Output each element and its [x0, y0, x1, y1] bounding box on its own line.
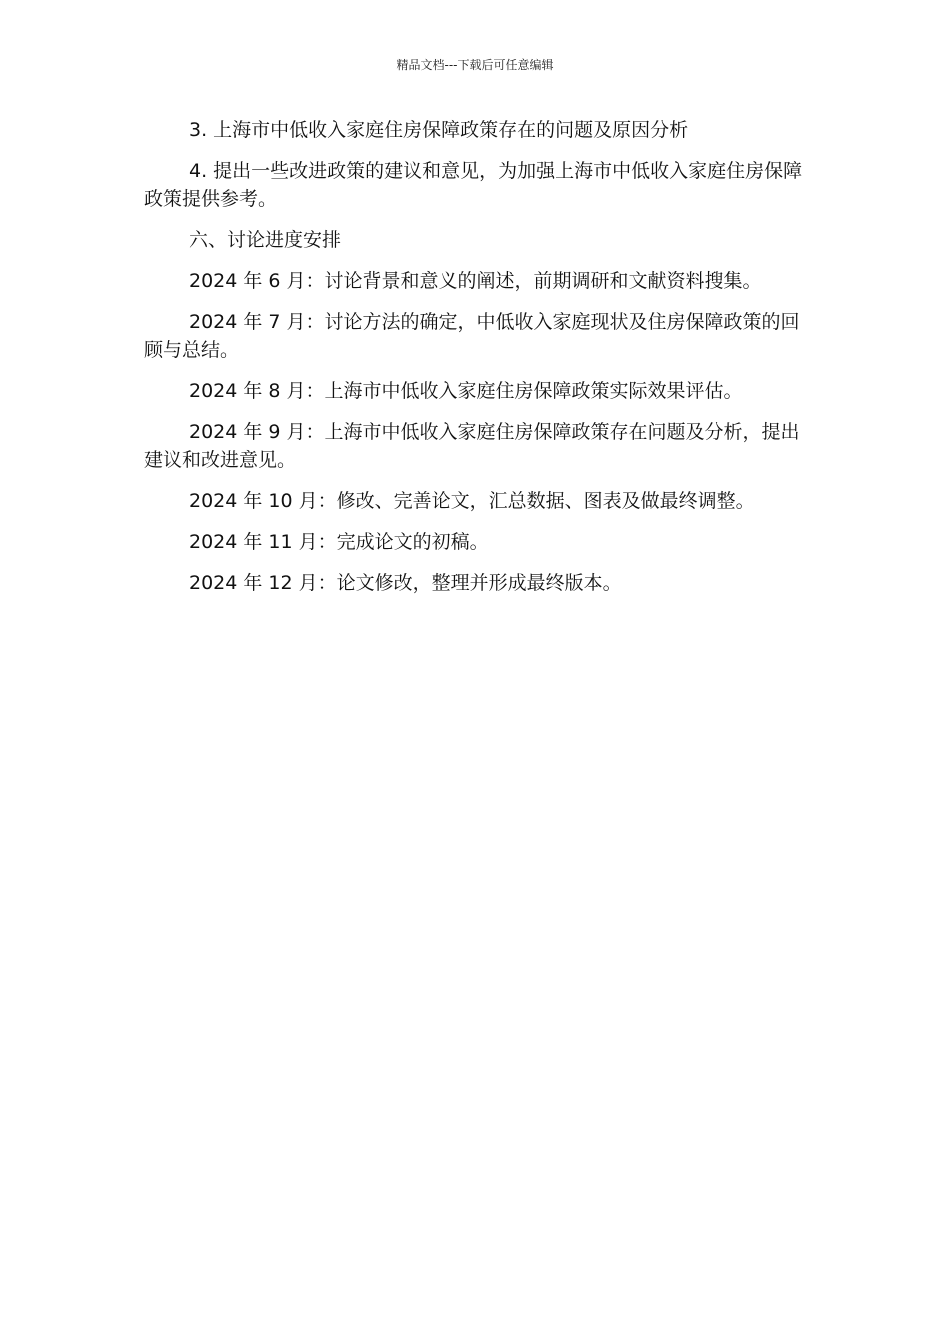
- list-item-suggestions: 4. 提出一些改进政策的建议和意见，为加强上海市中低收入家庭住房保障政策提供参考。: [144, 160, 803, 210]
- schedule-item-june: 2024 年 6 月：讨论背景和意义的阐述，前期调研和文献资料搜集。: [189, 270, 762, 292]
- schedule-item-november: 2024 年 11 月：完成论文的初稿。: [189, 531, 489, 553]
- schedule-item-july: 2024 年 7 月：讨论方法的确定，中低收入家庭现状及住房保障政策的回顾与总结。: [144, 311, 800, 361]
- document-body: [144, 116, 808, 610]
- schedule-item-october: 2024 年 10 月：修改、完善论文，汇总数据、图表及做最终调整。: [189, 490, 755, 512]
- schedule-item-september: 2024 年 9 月：上海市中低收入家庭住房保障政策存在问题及分析，提出建议和改进意见。: [144, 421, 800, 471]
- schedule-item-december: 2024 年 12 月：论文修改，整理并形成最终版本。: [189, 572, 622, 594]
- list-item-analysis: 3. 上海市中低收入家庭住房保障政策存在的问题及原因分析: [189, 119, 689, 141]
- section-heading-schedule: 六、讨论进度安排: [189, 229, 342, 251]
- schedule-item-august: 2024 年 8 月：上海市中低收入家庭住房保障政策实际效果评估。: [189, 380, 743, 402]
- page-header: 精品文档---下载后可任意编辑: [396, 58, 554, 72]
